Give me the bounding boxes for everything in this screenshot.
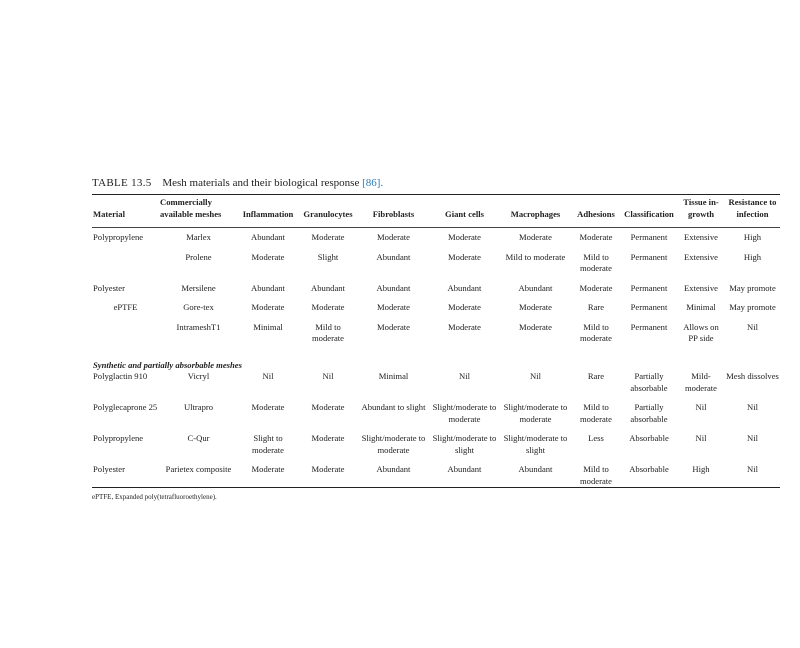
table-cell: Parietex composite <box>165 464 232 474</box>
column-header: Material <box>93 208 125 219</box>
table-cell: Moderate <box>377 321 410 332</box>
table-row <box>92 294 780 314</box>
table-cell: Permanent <box>630 321 668 332</box>
table-cell: Slight/moderate to moderate <box>503 402 568 424</box>
table-cell: Mild to moderate <box>580 321 612 343</box>
table-cell: Less <box>588 433 604 443</box>
table-cell: Mesh dissolves <box>726 371 779 381</box>
table-row <box>92 224 780 244</box>
table-cell: Moderate <box>519 302 552 312</box>
table-cell: Polyester <box>93 464 125 474</box>
table-cell: Abundant <box>447 464 482 474</box>
table-row <box>92 371 780 394</box>
table-cell: Polypropylene <box>93 433 144 443</box>
table-cell: Abundant <box>447 282 482 293</box>
table-cell: Moderate <box>377 302 410 312</box>
table-cell: Slight/moderate to moderate <box>361 433 426 455</box>
table-cell: High <box>743 232 762 242</box>
table-cell: Moderate <box>251 402 285 412</box>
table-cell: May promote <box>729 302 776 312</box>
table-cell: Minimal <box>378 371 409 381</box>
table-cell: C-Qur <box>187 433 210 443</box>
table-cell: Prolene <box>185 251 212 262</box>
table-cell: Moderate <box>448 321 481 332</box>
table-cell: Mild-moderate <box>685 371 717 393</box>
table-row <box>92 394 780 425</box>
table-cell: Extensive <box>684 282 718 293</box>
column-header: Commercially available meshes <box>160 197 222 219</box>
table-cell: Abundant <box>518 282 553 293</box>
table-cell: Moderate <box>448 302 481 312</box>
table-title: Mesh materials and their biological response <box>162 177 360 189</box>
table-row <box>92 425 780 456</box>
table-cell: Extensive <box>684 251 718 262</box>
table-cell: Abundant to slight <box>361 402 426 412</box>
column-header: Resistance to infection <box>728 197 777 219</box>
footnote: ePTFE, Expanded poly(tetrafluoroethylene). <box>92 493 217 501</box>
table-cell: Abundant <box>518 464 553 474</box>
table-cell: Moderate <box>311 302 345 312</box>
table-cell: Moderate <box>311 232 345 242</box>
table-row <box>92 314 780 345</box>
mesh-materials-table <box>92 197 780 487</box>
table-cell: High <box>743 251 762 262</box>
column-header: Granulocytes <box>303 208 353 219</box>
column-header: Adhesions <box>577 208 615 219</box>
column-header: Fibroblasts <box>372 208 415 219</box>
table-cell: Allows on PP side <box>683 321 719 343</box>
section-label: Synthetic and partially absorbable meshes <box>93 359 242 370</box>
table-cell: Gore-tex <box>183 302 214 312</box>
top-rule <box>92 194 780 195</box>
table-cell: Nil <box>747 402 758 412</box>
table-cell: Marlex <box>186 232 211 242</box>
table-cell: Slight <box>317 251 339 262</box>
table-cell: Absorbable <box>629 433 669 443</box>
table-cell: Mild to moderate <box>312 321 344 343</box>
table-cell: Mild to moderate <box>505 251 566 262</box>
table-cell: Absorbable <box>629 464 669 474</box>
table-cell: Moderate <box>311 433 345 443</box>
table-cell: Moderate <box>251 464 285 474</box>
table-cell: Moderate <box>377 232 410 242</box>
table-cell: May promote <box>729 282 776 293</box>
table-cell: Nil <box>695 433 707 443</box>
bottom-rule <box>92 487 780 488</box>
table-number: TABLE 13.5 <box>92 177 152 189</box>
table-row <box>92 456 780 487</box>
column-header: Tissue in-growth <box>683 197 719 219</box>
table-cell: Permanent <box>630 282 668 293</box>
table-cell: Partially absorbable <box>630 371 668 393</box>
table-cell: Abundant <box>251 282 285 293</box>
table-cell: Ultrapro <box>183 402 214 412</box>
table-cell: Moderate <box>519 321 552 332</box>
table-cell: Moderate <box>519 232 552 242</box>
table-cell: Moderate <box>579 282 613 293</box>
table-cell: Abundant <box>311 282 345 293</box>
header-row <box>92 197 780 224</box>
table-cell: Slight/moderate to slight <box>432 433 497 455</box>
table-row <box>92 275 780 295</box>
table-cell: Mild to moderate <box>580 251 612 273</box>
table-cell: Abundant <box>376 251 411 262</box>
table-cell: Moderate <box>311 402 345 412</box>
table-cell: Moderate <box>448 232 481 242</box>
table-cell: Nil <box>262 371 274 381</box>
table-cell: Abundant <box>376 464 411 474</box>
table-cell: Nil <box>322 371 334 381</box>
table-cell: Mild to moderate <box>580 464 612 486</box>
table-cell: Permanent <box>630 302 668 312</box>
table-cell: Nil <box>530 371 541 381</box>
table-cell: Nil <box>747 464 758 474</box>
table-cell: Partially absorbable <box>630 402 668 424</box>
table-cell: Vicryl <box>187 371 210 381</box>
column-header: Classification <box>624 208 674 219</box>
table-cell: Nil <box>747 433 758 443</box>
table-cell: Moderate <box>251 302 285 312</box>
table-cell: Permanent <box>630 251 668 262</box>
column-header: Inflammation <box>242 208 294 219</box>
table-cell <box>92 314 159 345</box>
column-header: Giant cells <box>445 208 484 219</box>
table-cell <box>92 244 159 275</box>
table-cell: Polyester <box>93 282 125 293</box>
table-cell: Extensive <box>684 232 718 242</box>
table-cell: Slight to moderate <box>252 433 284 455</box>
table-cell: Abundant <box>251 232 285 242</box>
table-cell: Moderate <box>448 251 481 262</box>
table-cell: Rare <box>587 302 605 312</box>
table-cell: Nil <box>747 321 758 332</box>
column-header: Macrophages <box>510 208 561 219</box>
table-cell: Polyglactin 910 <box>93 371 148 381</box>
table-cell: High <box>692 464 710 474</box>
table-cell: Mild to moderate <box>580 402 612 424</box>
table-caption <box>92 177 383 189</box>
reference-link[interactable]: [86]. <box>362 177 384 189</box>
section-row <box>92 345 780 372</box>
table-cell: Polypropylene <box>93 232 144 242</box>
table-cell: Nil <box>695 402 707 412</box>
table-cell: Polyglecaprone 25 <box>93 402 158 412</box>
table-cell: Rare <box>587 371 605 381</box>
table-cell: ePTFE <box>113 302 138 312</box>
table-cell: Slight/moderate to slight <box>503 433 568 455</box>
table-cell: Mersilene <box>181 282 216 293</box>
table-cell: Minimal <box>686 302 716 312</box>
table-cell: Slight/moderate to moderate <box>432 402 497 424</box>
table-cell: Moderate <box>311 464 345 474</box>
table-cell: IntrameshT1 <box>176 321 221 332</box>
table-cell: Permanent <box>630 232 668 242</box>
table-cell: Moderate <box>579 232 613 242</box>
table-row <box>92 244 780 275</box>
table-cell: Moderate <box>251 251 285 262</box>
table-cell: Minimal <box>253 321 283 332</box>
table-cell: Nil <box>459 371 470 381</box>
table-cell: Abundant <box>376 282 411 293</box>
